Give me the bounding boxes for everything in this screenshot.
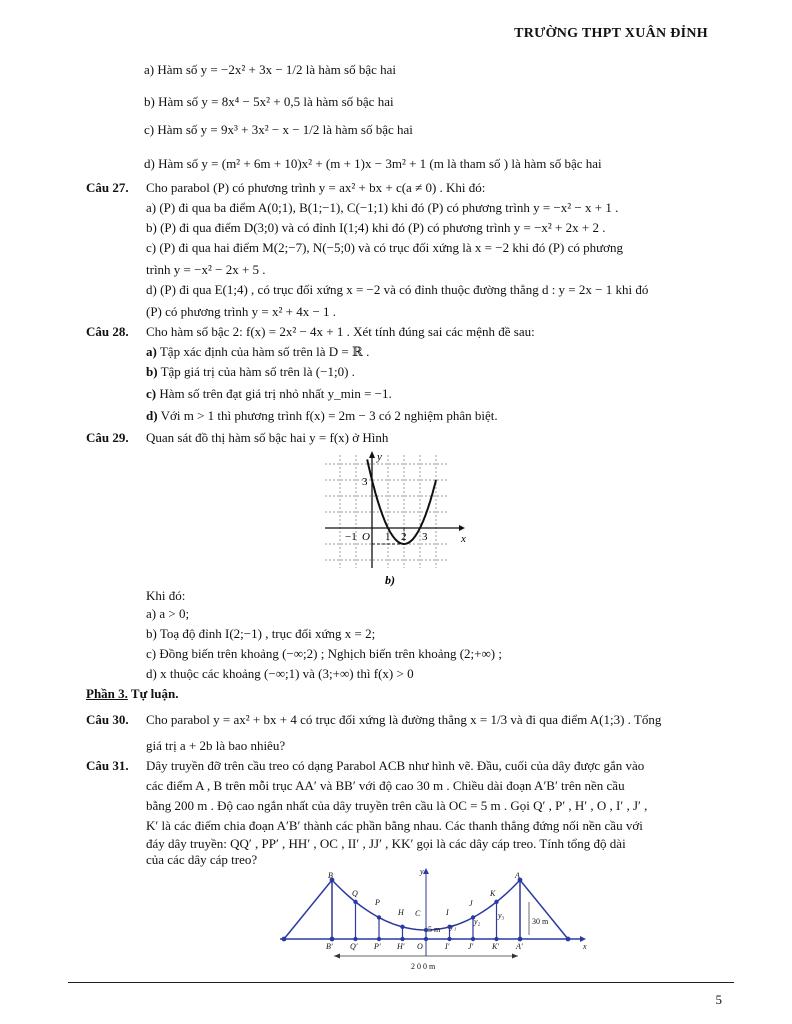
lbl-x-axis: x — [583, 942, 587, 951]
hanger-base-5 — [448, 937, 451, 940]
q30-line1: Cho parabol y = ax² + bx + 4 có trục đối xứng là đường thẳng x = 1/3 và đi qua điểm A(1;3) . Tổng — [146, 712, 662, 727]
anchor-a — [520, 880, 568, 939]
hanger-top-1 — [354, 900, 357, 903]
lbl-30m: 30 m — [532, 917, 549, 926]
x-axis-arrow — [459, 525, 465, 531]
graph-tick-3: 3 — [422, 531, 428, 543]
q31-line-4: K′ là các điểm chia đoạn A′B′ thành các phần bằng nhau. Các thanh thẳng đứng nối nền cầu với — [146, 818, 643, 833]
q31-label: Câu 31. — [86, 758, 129, 773]
hanger-top-2 — [377, 916, 380, 919]
lbl-J: J — [469, 899, 473, 908]
hanger-base-6 — [471, 937, 474, 940]
lbl-y1: y₁ — [450, 922, 457, 931]
q27-d2: (P) có phương trình y = x² + 4x − 1 . — [146, 304, 337, 319]
q31-line-6: của các dây cáp treo? — [146, 852, 258, 867]
hanger-top-3 — [401, 925, 404, 928]
graph-x-label: x — [461, 533, 466, 545]
q30-label: Câu 30. — [86, 712, 129, 727]
graph-tick-1: 1 — [385, 531, 391, 543]
q29-label: Câu 29. — [86, 430, 129, 445]
bridge-node-2 — [330, 937, 334, 941]
top-item-d: d) Hàm số y = (m² + 6m + 10)x² + (m + 1)x − 3m² + 1 (m là tham số ) là hàm số bậc hai — [144, 156, 602, 171]
q29-d: d) x thuộc các khoảng (−∞;1) và (3;+∞) thì f(x) > 0 — [146, 666, 414, 681]
lbl-H: H — [398, 908, 404, 917]
bridge-node-3 — [518, 937, 522, 941]
top-item-b: b) Hàm số y = 8x⁴ − 5x² + 0,5 là hàm số bậc hai — [144, 94, 394, 109]
q27-c2: trình y = −x² − 2x + 5 . — [146, 262, 266, 277]
lbl-Q: Q — [352, 889, 358, 898]
lbl-P: P — [375, 898, 380, 907]
q28-c — [146, 386, 392, 402]
graph-tick-neg1: −1 — [345, 531, 357, 543]
graph-origin: O — [362, 531, 370, 543]
dimension-arrow-left — [334, 954, 340, 959]
q27-b: b) (P) đi qua điểm D(3;0) và có đỉnh I(1;4) khi đó (P) có phương trình y = −x² + 2x + 2 . — [146, 220, 606, 235]
part3-title: Tự luận. — [127, 686, 179, 701]
q31-line-3: bằng 200 m . Độ cao ngắn nhất của dây truyền trên cầu là OC = 5 m . Gọi Q′ , P′ , H′ , O , I′ , J′ , — [146, 798, 648, 813]
top-item-a: a) Hàm số y = −2x² + 3x − 1/2 là hàm số bậc hai — [144, 62, 397, 77]
q27-label: Câu 27. — [86, 180, 129, 195]
q30-line2: giá trị a + 2b là bao nhiêu? — [146, 738, 286, 753]
lbl-Ap: A′ — [516, 942, 523, 951]
q28-stem: Cho hàm số bậc 2: f(x) = 2x² − 4x + 1 . Xét tính đúng sai các mệnh đề sau: — [146, 324, 535, 339]
y-axis-arrow — [369, 451, 375, 458]
lbl-K: K — [490, 889, 496, 898]
q29-after: Khi đó: — [146, 588, 186, 603]
q28-d-text: Với m > 1 thì phương trình f(x) = 2m − 3 có 2 nghiệm phân biệt. — [157, 408, 498, 423]
lbl-Hp: H′ — [397, 942, 405, 951]
lbl-Bp: B′ — [326, 942, 333, 951]
lbl-A: A — [515, 871, 520, 880]
graph-grid — [325, 455, 447, 568]
q29-stem: Quan sát đồ thị hàm số bậc hai y = f(x) ở Hình — [146, 430, 389, 445]
q28-a-text: Tập xác định của hàm số trên là D = ℝ . — [156, 344, 370, 359]
lbl-Qp: Q′ — [350, 942, 358, 951]
q27-d1: d) (P) đi qua E(1;4) , có trục đối xứng x = −2 và có đỉnh thuộc đường thẳng d : y = 2x − 1 khi đó — [146, 282, 649, 297]
q28-label: Câu 28. — [86, 324, 129, 339]
q29-c: c) Đồng biến trên khoảng (−∞;2) ; Nghịch biến trên khoảng (2;+∞) ; — [146, 646, 502, 661]
hanger-base-2 — [377, 937, 380, 940]
lbl-Kp: K′ — [492, 942, 500, 951]
q27-c1: c) (P) đi qua hai điểm M(2;−7), N(−5;0) và có trục đối xứng là x = −2 khi đó (P) có phương — [146, 240, 624, 255]
lbl-5m: 5 m — [428, 925, 441, 934]
lbl-Ip: I′ — [445, 942, 450, 951]
anchor-b — [284, 880, 332, 939]
page-number: 5 — [715, 992, 722, 1007]
lbl-y2: y₂ — [474, 917, 481, 926]
lbl-Jp: J′ — [468, 942, 474, 951]
q28-b-text: Tập giá trị của hàm số trên là (−1;0) . — [157, 364, 355, 379]
school-header: TRƯỜNG THPT XUÂN ĐỈNH — [514, 26, 708, 41]
q28-b-label: b) — [146, 364, 158, 379]
graph-y-label: y — [377, 451, 382, 463]
q28-a-label: a) — [146, 344, 157, 359]
graph-tick-2: 2 — [401, 531, 407, 543]
part3-label: Phần 3. — [86, 686, 128, 701]
dimension-arrow-right — [512, 954, 518, 959]
bridge-y-arrow — [423, 868, 429, 874]
q31-line-2: các điểm A , B trên mỗi trục AA′ và BB′ với độ cao 30 m . Chiều dài đoạn A′B′ trên nền cầu — [146, 778, 625, 793]
q28-d — [146, 408, 498, 424]
q28-c-label: c) — [146, 386, 157, 401]
bridge-diagram — [270, 866, 600, 978]
q31-line-1: Dây truyền đỡ trên cầu treo có dạng Parabol ACB như hình vẽ. Đầu, cuối của dây được gắn vào — [146, 758, 645, 773]
q27-a: a) (P) đi qua ba điểm A(0;1), B(1;−1), C(−1;1) khi đó (P) có phương trình y = −x² − x + 1 . — [146, 200, 619, 215]
lbl-I: I — [446, 908, 449, 917]
q29-b: b) Toạ độ đỉnh I(2;−1) , trục đối xứng x = 2; — [146, 626, 376, 641]
bridge-node-4 — [282, 937, 286, 941]
q28-b — [146, 364, 355, 380]
part3-heading — [86, 686, 178, 702]
hanger-top-7 — [495, 900, 498, 903]
top-item-c: c) Hàm số y = 9x³ + 3x² − x − 1/2 là hàm số bậc hai — [144, 122, 413, 137]
hanger-base-3 — [401, 937, 404, 940]
lbl-y3: y₃ — [498, 911, 505, 920]
hanger-base-1 — [354, 937, 357, 940]
q29-a: a) a > 0; — [146, 606, 190, 621]
footer-rule — [68, 982, 734, 983]
q28-c-text: Hàm số trên đạt giá trị nhỏ nhất y_min = −1. — [156, 386, 392, 401]
parabola-graph — [325, 450, 470, 590]
graph-caption: b) — [385, 573, 395, 587]
q28-d-label: d) — [146, 408, 158, 423]
lbl-B: B — [328, 871, 333, 880]
lbl-200m: 2 0 0 m — [411, 962, 436, 971]
lbl-O: O — [417, 942, 423, 951]
q28-a — [146, 344, 369, 360]
graph-y3-label: 3 — [362, 476, 368, 488]
lbl-Pp: P′ — [374, 942, 381, 951]
lbl-y-axis: y — [420, 867, 424, 876]
q31-line-5: đáy dây truyền: QQ′ , PP′ , HH′ , OC , II′ , JJ′ , KK′ gọi là các dây cáp treo. Tính tổng độ dài — [146, 836, 626, 851]
q27-stem: Cho parabol (P) có phương trình y = ax² + bx + c(a ≠ 0) . Khi đó: — [146, 180, 486, 195]
hanger-base-7 — [495, 937, 498, 940]
lbl-C: C — [415, 909, 421, 918]
bridge-node-5 — [566, 937, 570, 941]
